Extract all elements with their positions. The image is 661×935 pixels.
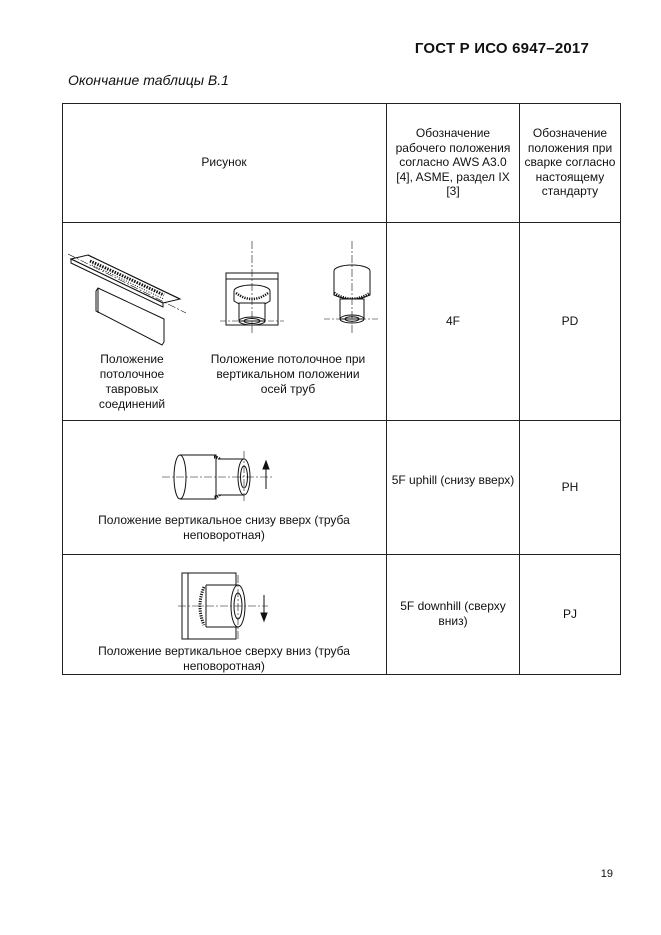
row1-iso: PD	[561, 314, 579, 329]
row1-label-tee: Положение потолочное тавровых соединений	[98, 352, 166, 411]
row3-label: Положение вертикальное сверху вниз (труба неповоротная)	[98, 644, 350, 673]
row1-label-pipe: Положение потолочное при вертикальном положении осей труб	[210, 352, 366, 396]
table-caption: Окончание таблицы В.1	[68, 72, 229, 88]
row2-label: Положение вертикальное снизу вверх (труба неповоротная)	[98, 513, 350, 542]
pipe-uphill-drawing	[162, 447, 282, 507]
pipe-downhill-drawing	[178, 569, 278, 643]
page-number: 19	[600, 868, 613, 880]
row2-aws: 5F uphill (снизу вверх)	[391, 473, 515, 487]
row1-aws: 4F	[445, 314, 460, 329]
header-figure: Рисунок	[201, 155, 247, 170]
row3-aws: 5F downhill (сверху вниз)	[400, 599, 506, 628]
table-border-right	[620, 103, 621, 675]
pipe-pipe-overhead-drawing	[322, 239, 382, 337]
header-aws: Обозначение рабочего положения согласно AWS A3.0 [4], ASME, раздел IX [3]	[395, 126, 511, 199]
positions-table	[62, 103, 621, 675]
tee-joint-drawing	[68, 251, 188, 346]
row3-iso: PJ	[562, 607, 577, 622]
pipe-plate-overhead-drawing	[220, 239, 284, 337]
row2-iso: PH	[561, 480, 579, 495]
table-border-bottom	[62, 674, 621, 675]
header-iso: Обозначение положения при сварке согласно настоящему стандарту	[524, 126, 616, 199]
standard-number: ГОСТ Р ИСО 6947–2017	[414, 40, 589, 57]
